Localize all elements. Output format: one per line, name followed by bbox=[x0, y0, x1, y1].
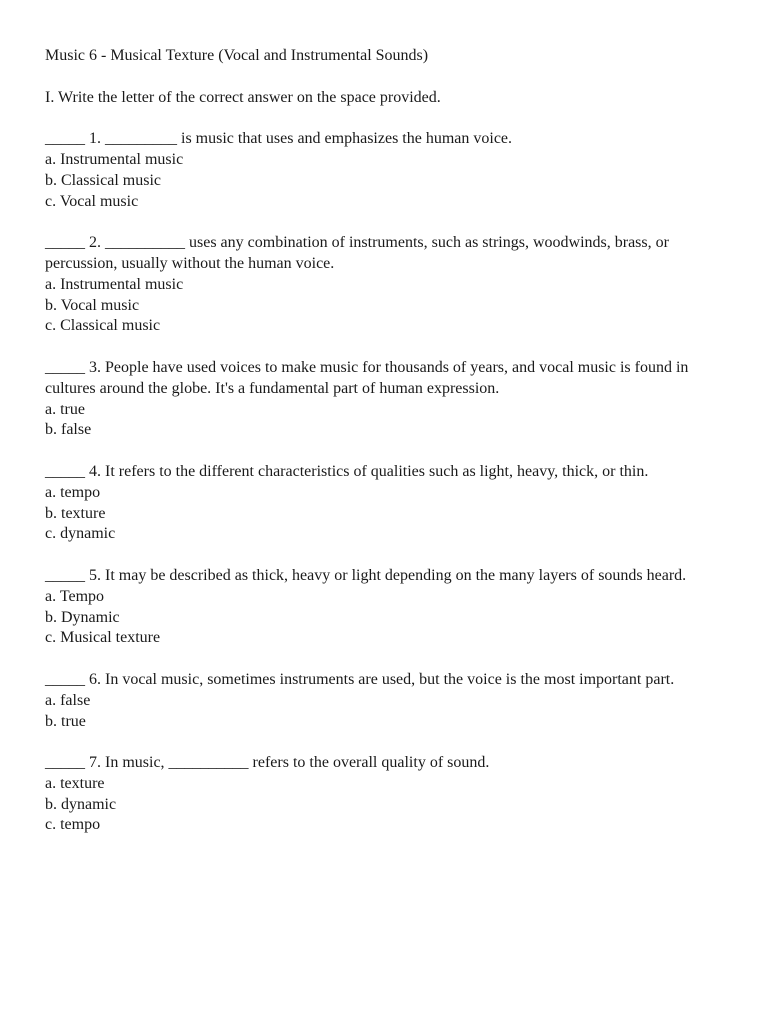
answer-option: c. Vocal music bbox=[45, 192, 139, 210]
answer-option: c. Classical music bbox=[45, 317, 161, 335]
document-title: Music 6 - Musical Texture (Vocal and Instrumental Sounds) bbox=[45, 47, 429, 64]
spacer bbox=[45, 732, 725, 753]
question-7 bbox=[45, 753, 725, 836]
answer-option: a. tempo bbox=[45, 483, 101, 501]
answer-option: b. Vocal music bbox=[45, 296, 140, 314]
question-4 bbox=[45, 462, 725, 545]
answer-option: a. Tempo bbox=[45, 587, 105, 605]
answer-option: b. Classical music bbox=[45, 171, 161, 189]
spacer bbox=[45, 649, 725, 670]
answer-option: a. false bbox=[45, 691, 91, 709]
answer-option: a. Instrumental music bbox=[45, 150, 184, 168]
question-text: _____ 1. _________ is music that uses and emphasizes the human voice. bbox=[45, 130, 513, 148]
answer-option: b. true bbox=[45, 712, 86, 730]
answer-option: a. Instrumental music bbox=[45, 275, 184, 293]
question-1 bbox=[45, 129, 725, 212]
answer-option: c. Musical texture bbox=[45, 629, 161, 647]
question-6 bbox=[45, 670, 725, 732]
spacer bbox=[45, 67, 725, 88]
answer-option: a. true bbox=[45, 400, 85, 418]
answer-option: b. dynamic bbox=[45, 795, 117, 813]
question-text: _____ 4. It refers to the different characteristics of qualities such as light, heavy, thick, or thin. bbox=[45, 462, 649, 480]
question-2 bbox=[45, 233, 725, 337]
spacer bbox=[45, 108, 725, 129]
answer-option: c. dynamic bbox=[45, 525, 116, 543]
answer-option: a. texture bbox=[45, 774, 105, 792]
question-text: _____ 6. In vocal music, sometimes instruments are used, but the voice is the most important part. bbox=[45, 670, 675, 688]
question-3 bbox=[45, 358, 725, 441]
spacer bbox=[45, 441, 725, 462]
spacer bbox=[45, 212, 725, 233]
question-text: _____ 2. __________ uses any combination of instruments, such as strings, woodwinds, brass, or percussion, usually without the human voice. bbox=[45, 234, 669, 272]
instructions: I. Write the letter of the correct answer on the space provided. bbox=[45, 88, 441, 106]
question-text: _____ 3. People have used voices to make music for thousands of years, and vocal music is found in cultures around the globe. It's a fundamental part of human expression. bbox=[45, 358, 689, 397]
question-text: _____ 7. In music, __________ refers to the overall quality of sound. bbox=[45, 754, 490, 772]
question-5 bbox=[45, 566, 725, 649]
answer-option: b. false bbox=[45, 421, 92, 439]
spacer bbox=[45, 337, 725, 358]
answer-option: b. texture bbox=[45, 504, 106, 522]
question-text: _____ 5. It may be described as thick, heavy or light depending on the many layers of sounds heard. bbox=[45, 566, 687, 584]
answer-option: c. tempo bbox=[45, 816, 101, 834]
document-page bbox=[45, 46, 725, 836]
spacer bbox=[45, 545, 725, 566]
answer-option: b. Dynamic bbox=[45, 608, 120, 626]
